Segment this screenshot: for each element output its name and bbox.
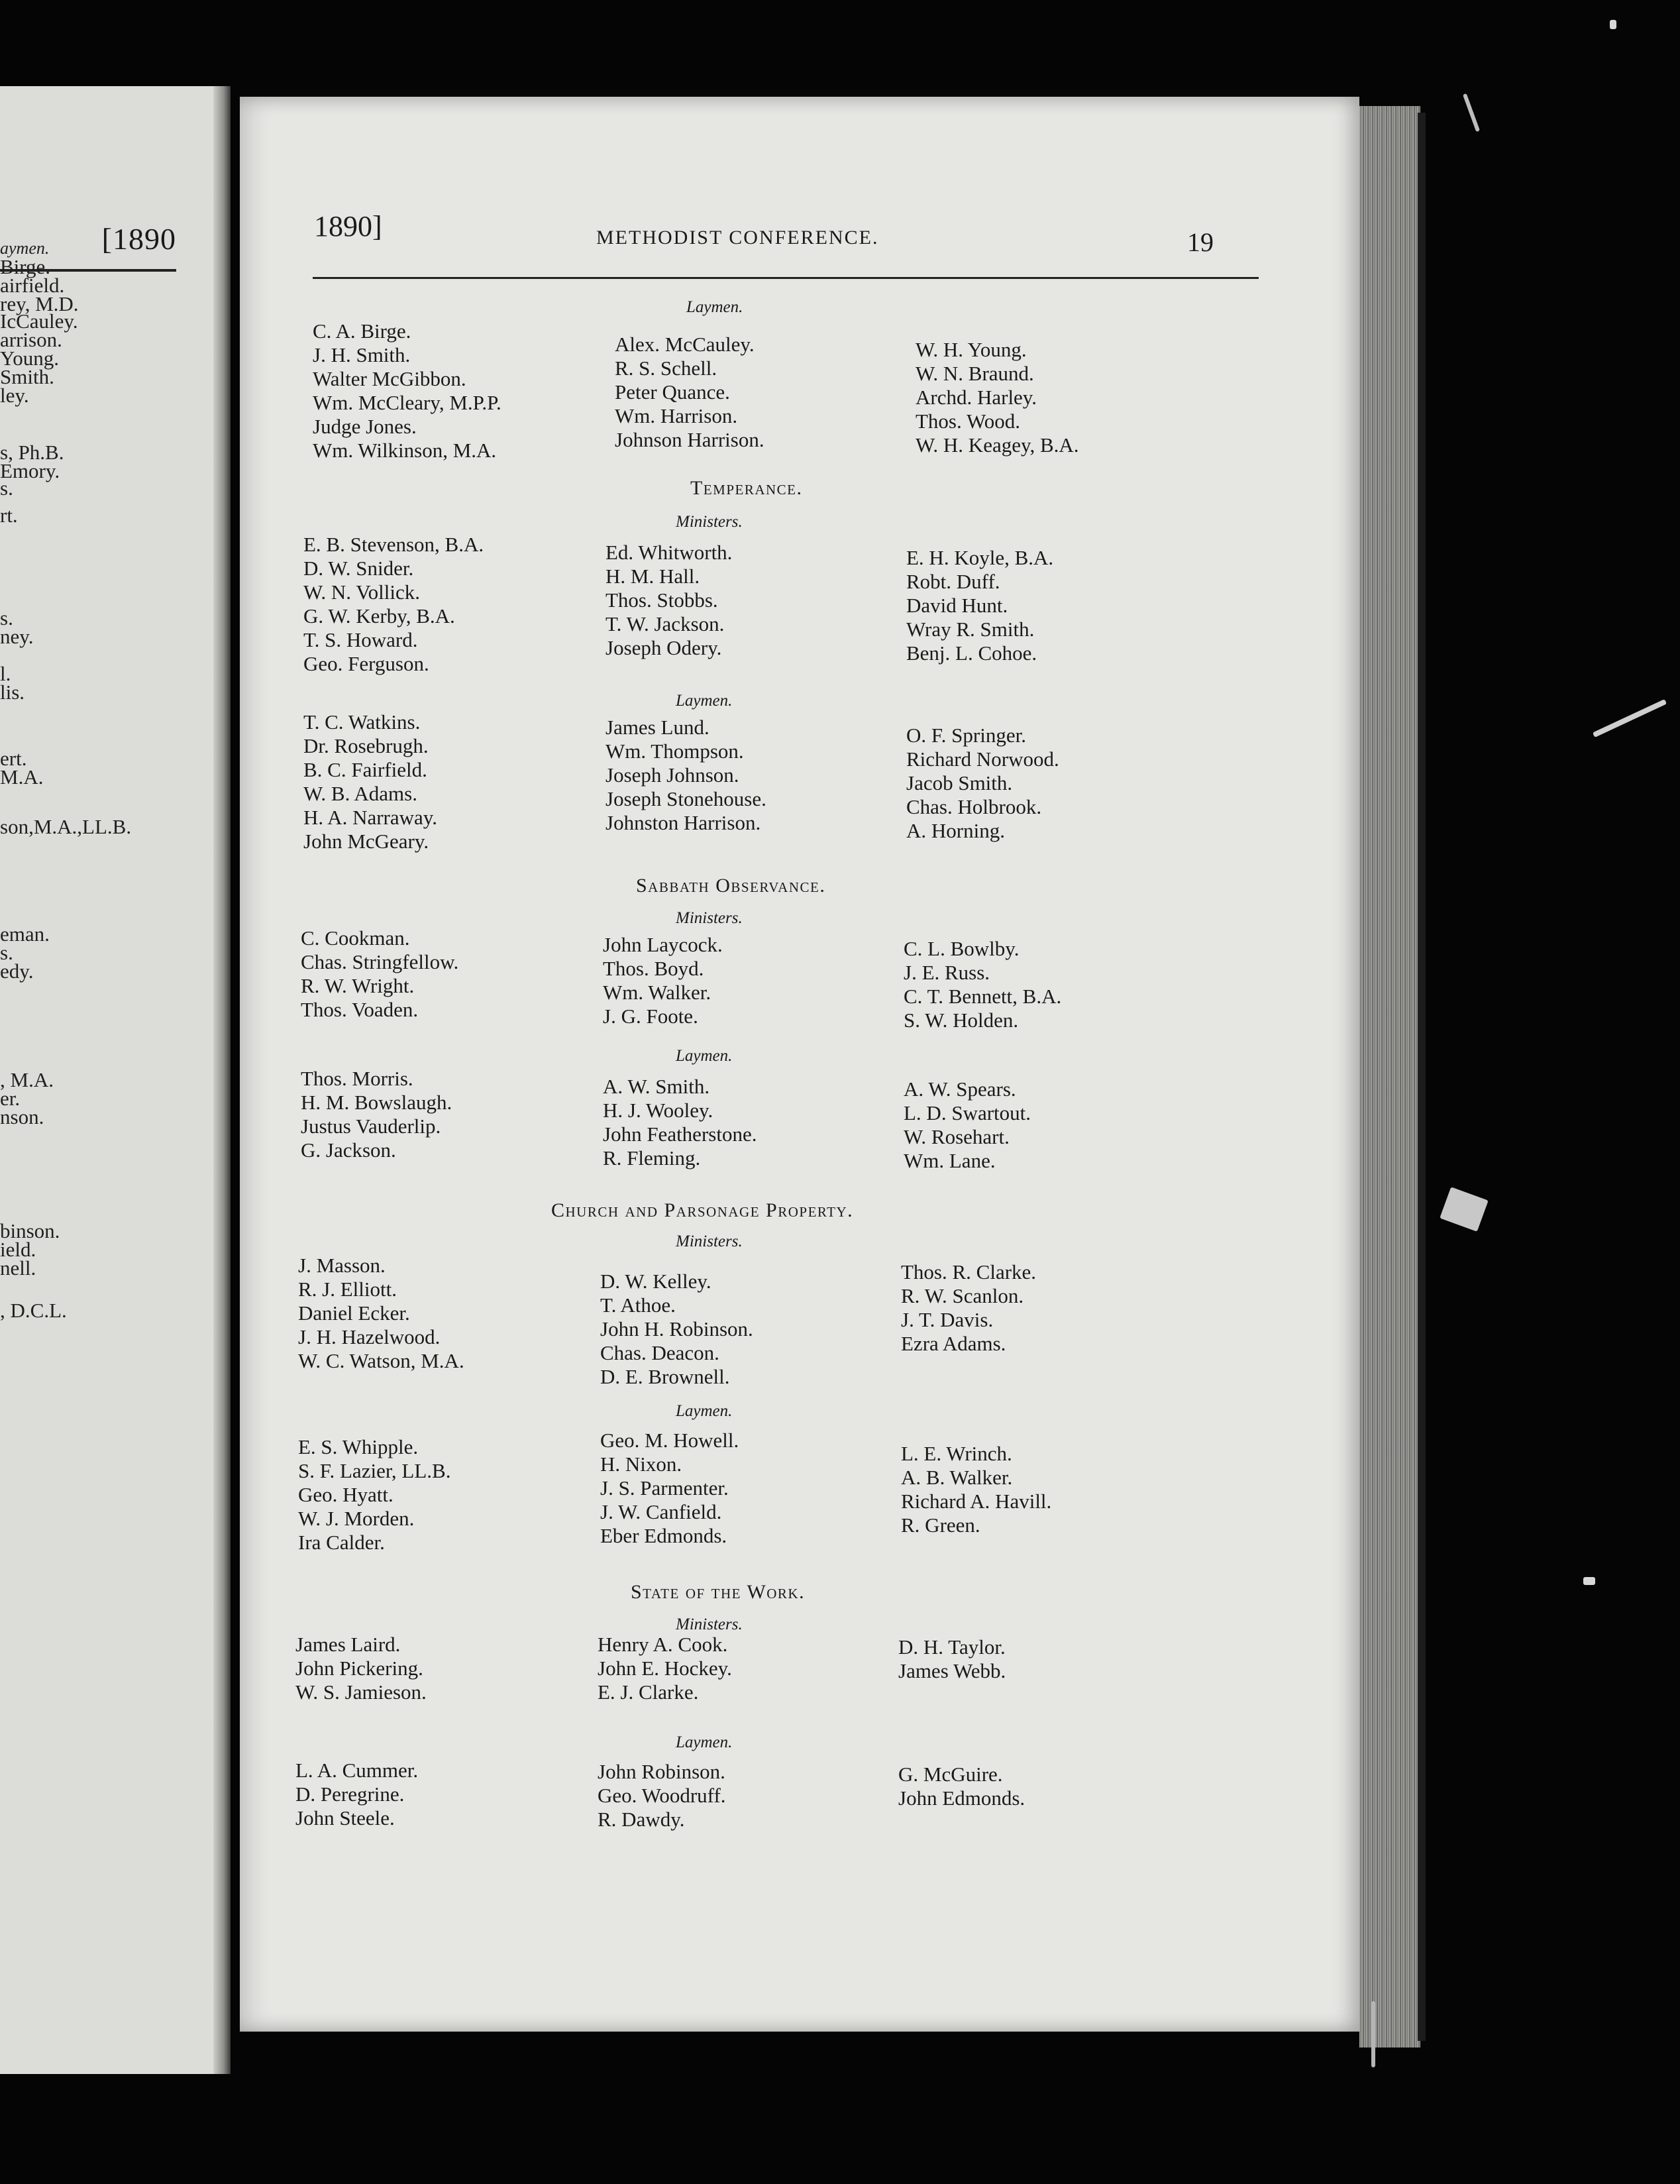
member-name: G. Jackson. [301,1138,396,1162]
previous-page-line: edy. [0,959,34,983]
previous-page-line: M.A. [0,765,44,789]
member-name: D. W. Snider. [303,557,414,580]
member-name: L. D. Swartout. [904,1101,1031,1124]
member-name: Wm. Wilkinson, M.A. [313,439,497,462]
member-name: Wm. Harrison. [615,404,738,427]
member-name: W. H. Keagey, B.A. [916,433,1079,457]
running-head-title: METHODIST CONFERENCE. [596,227,879,248]
dust-speck [1463,93,1480,132]
previous-page-line: eman. [0,922,50,946]
previous-page-line: ield. [0,1238,36,1261]
member-name: John Steele. [295,1806,395,1829]
member-name: John Robinson. [598,1760,725,1783]
member-name: J. Masson. [298,1254,386,1277]
previous-page-line: s. [0,606,13,629]
previous-page-line: son,M.A.,LL.B. [0,815,132,838]
group-label: Laymen. [676,692,733,710]
member-name: Geo. Ferguson. [303,652,429,675]
group-label: Laymen. [676,1047,733,1065]
member-name: Thos. Boyd. [603,957,704,980]
member-name: John Pickering. [295,1657,423,1680]
group-label: Ministers. [676,1232,743,1250]
member-name: W. N. Vollick. [303,580,420,604]
name-column [301,926,458,1022]
member-name: John E. Hockey. [598,1657,732,1680]
member-name: W. C. Watson, M.A. [298,1349,464,1372]
page-number: 19 [1187,227,1214,257]
dust-speck [1371,2001,1375,2067]
previous-page-line: ney. [0,625,34,648]
member-name: Archd. Harley. [916,386,1037,409]
name-column [904,937,1061,1032]
member-name: S. F. Lazier, LL.B. [298,1459,451,1482]
previous-page-line: airfield. [0,274,65,297]
name-column [301,1067,452,1162]
previous-page-line: rt. [0,504,18,527]
member-name: Justus Vauderlip. [301,1115,441,1138]
member-name: E. S. Whipple. [298,1435,419,1458]
member-name: Judge Jones. [313,415,417,438]
previous-page-line: ert. [0,747,27,770]
section-title: State of the Work. [631,1581,806,1603]
member-name: Peter Quance. [615,380,730,404]
member-name: G. W. Kerby, B.A. [303,604,455,628]
member-name: Dr. Rosebrugh. [303,734,429,757]
member-name: H. J. Wooley. [603,1099,713,1122]
name-column [603,1075,757,1170]
member-name: D. H. Taylor. [898,1635,1006,1659]
name-column [598,1760,726,1831]
member-name: Johnston Harrison. [605,811,761,834]
member-name: W. S. Jamieson. [295,1680,427,1704]
previous-page-line: , D.C.L. [0,1299,67,1322]
group-label: Ministers. [676,909,743,927]
group-label: Laymen. [676,1402,733,1420]
member-name: Chas. Stringfellow. [301,950,459,973]
member-name: T. Athoe. [600,1293,676,1317]
member-name: R. Dawdy. [598,1808,685,1831]
member-name: Alex. McCauley. [615,333,755,356]
member-name: David Hunt. [906,594,1008,617]
previous-page-year: [1890 [101,222,176,256]
member-name: Joseph Odery. [605,636,722,659]
running-head-year: 1890] [314,210,382,243]
previous-page-line: Emory. [0,459,60,482]
previous-page-line: s. [0,476,13,500]
member-name: W. N. Braund. [916,362,1034,385]
previous-page-line: lis. [0,681,25,704]
group-label: Laymen. [686,298,743,316]
dust-speck [1440,1187,1488,1232]
name-column [600,1429,739,1548]
previous-page-line: , M.A. [0,1068,54,1091]
member-name: Chas. Deacon. [600,1341,719,1364]
name-column [605,716,766,835]
member-name: John H. Robinson. [600,1317,753,1340]
member-name: Jacob Smith. [906,771,1013,794]
member-name: Ed. Whitworth. [605,541,733,564]
member-name: C. A. Birge. [313,319,411,343]
member-name: Geo. M. Howell. [600,1429,739,1452]
member-name: T. S. Howard. [303,628,418,651]
section-title: Sabbath Observance. [636,875,826,897]
dust-speck [1610,20,1616,29]
member-name: R. Fleming. [603,1146,701,1170]
member-name: E. H. Koyle, B.A. [906,546,1054,569]
member-name: J. H. Hazelwood. [298,1325,441,1348]
member-name: Thos. Morris. [301,1067,413,1090]
member-name: Chas. Holbrook. [906,795,1042,818]
previous-page-line: aymen. [0,239,50,258]
name-column [898,1763,1025,1810]
member-name: L. A. Cummer. [295,1759,419,1782]
member-name: A. B. Walker. [901,1466,1013,1489]
previous-page [0,86,231,2074]
member-name: D. Peregrine. [295,1782,405,1806]
member-name: Robt. Duff. [906,570,1000,593]
member-name: T. W. Jackson. [605,612,725,635]
member-name: E. J. Clarke. [598,1680,699,1704]
member-name: H. Nixon. [600,1452,682,1476]
group-label: Laymen. [676,1733,733,1751]
group-label: Ministers. [676,513,743,531]
member-name: R. W. Wright. [301,974,415,997]
previous-page-line: nell. [0,1256,36,1280]
member-name: C. T. Bennett, B.A. [904,985,1062,1008]
member-name: Wray R. Smith. [906,618,1035,641]
name-column [603,933,723,1028]
previous-page-line: nson. [0,1105,44,1128]
member-name: W. H. Young. [916,338,1027,361]
member-name: Joseph Johnson. [605,763,739,787]
member-name: Ira Calder. [298,1531,385,1554]
member-name: Joseph Stonehouse. [605,787,766,810]
member-name: G. McGuire. [898,1763,1003,1786]
member-name: Wm. Walker. [603,981,711,1004]
member-name: Johnson Harrison. [615,428,764,451]
book-gutter [213,86,231,2074]
member-name: T. C. Watkins. [303,710,421,734]
name-column [295,1759,418,1830]
member-name: John McGeary. [303,830,429,853]
member-name: Ezra Adams. [901,1332,1006,1355]
previous-page-line: binson. [0,1219,60,1242]
member-name: J. T. Davis. [901,1308,994,1331]
name-column [598,1633,732,1704]
member-name: J. W. Canfield. [600,1500,722,1523]
member-name: H. M. Bowslaugh. [301,1091,452,1114]
member-name: James Lund. [605,716,709,739]
member-name: Wm. Thompson. [605,739,744,763]
name-column [906,546,1053,665]
name-column [600,1270,753,1389]
name-column [295,1633,427,1704]
dust-speck [1583,1577,1595,1585]
member-name: Thos. Wood. [916,410,1020,433]
member-name: John Featherstone. [603,1122,757,1146]
member-name: B. C. Fairfield. [303,758,427,781]
member-name: J. S. Parmenter. [600,1476,729,1500]
previous-page-line: s. [0,941,13,964]
member-name: Wm. Lane. [904,1149,996,1172]
member-name: Thos. R. Clarke. [901,1260,1037,1283]
previous-page-line: er. [0,1087,21,1110]
member-name: R. J. Elliott. [298,1278,397,1301]
member-name: A. W. Smith. [603,1075,710,1098]
name-column [298,1435,450,1555]
previous-page-line: s, Ph.B. [0,441,64,464]
member-name: Eber Edmonds. [600,1524,727,1547]
member-name: S. W. Holden. [904,1009,1019,1032]
member-name: James Webb. [898,1659,1006,1682]
member-name: Richard A. Havill. [901,1490,1052,1513]
name-column [303,710,437,853]
member-name: D. W. Kelley. [600,1270,711,1293]
member-name: Richard Norwood. [906,747,1059,771]
member-name: D. E. Brownell. [600,1365,730,1388]
member-name: J. H. Smith. [313,343,411,366]
name-column [303,533,484,676]
section-title: Church and Parsonage Property. [551,1199,854,1221]
member-name: A. Horning. [906,819,1005,842]
book-page-19 [240,97,1359,2032]
member-name: L. E. Wrinch. [901,1442,1012,1465]
member-name: Daniel Ecker. [298,1301,410,1325]
name-column [901,1260,1036,1356]
member-name: E. B. Stevenson, B.A. [303,533,484,556]
member-name: C. Cookman. [301,926,410,950]
member-name: O. F. Springer. [906,724,1026,747]
previous-page-line: rey, M.D. [0,292,79,315]
previous-page-line: IcCauley. [0,309,78,333]
member-name: James Laird. [295,1633,401,1656]
dust-speck [1593,699,1667,737]
name-column [898,1635,1006,1683]
group-label: Ministers. [676,1615,743,1633]
member-name: J. E. Russ. [904,961,990,984]
name-column [904,1077,1031,1173]
previous-page-line: Smith. [0,365,54,388]
page-edges [1359,106,1420,2048]
member-name: Geo. Hyatt. [298,1483,394,1506]
name-column [615,333,764,452]
member-name: J. G. Foote. [603,1005,698,1028]
name-column [916,338,1079,457]
section-title: Temperance. [690,477,803,499]
previous-page-line: Young. [0,347,60,370]
member-name: W. Rosehart. [904,1125,1010,1148]
member-name: John Laycock. [603,933,723,956]
member-name: C. L. Bowlby. [904,937,1020,960]
name-column [298,1254,464,1373]
name-column [313,319,501,463]
previous-page-line: ley. [0,384,29,407]
member-name: Geo. Woodruff. [598,1784,726,1807]
name-column [901,1442,1051,1537]
previous-page-line: Birge. [0,255,51,278]
page-edges-shadow [1418,113,1426,2041]
member-name: H. M. Hall. [605,565,700,588]
previous-page-line: l. [0,662,11,685]
member-name: Thos. Stobbs. [605,588,718,612]
previous-page-line: arrison. [0,328,62,351]
member-name: A. W. Spears. [904,1077,1016,1101]
member-name: Walter McGibbon. [313,367,466,390]
member-name: R. Green. [901,1513,980,1537]
member-name: W. B. Adams. [303,782,417,805]
name-column [906,724,1059,843]
header-rule [313,277,1259,279]
member-name: Wm. McCleary, M.P.P. [313,391,501,414]
member-name: W. J. Morden. [298,1507,415,1530]
member-name: H. A. Narraway. [303,806,437,829]
member-name: Thos. Voaden. [301,998,419,1021]
member-name: John Edmonds. [898,1786,1025,1810]
member-name: R. W. Scanlon. [901,1284,1024,1307]
name-column [605,541,732,660]
member-name: R. S. Schell. [615,356,717,380]
member-name: Benj. L. Cohoe. [906,641,1037,665]
member-name: Henry A. Cook. [598,1633,728,1656]
